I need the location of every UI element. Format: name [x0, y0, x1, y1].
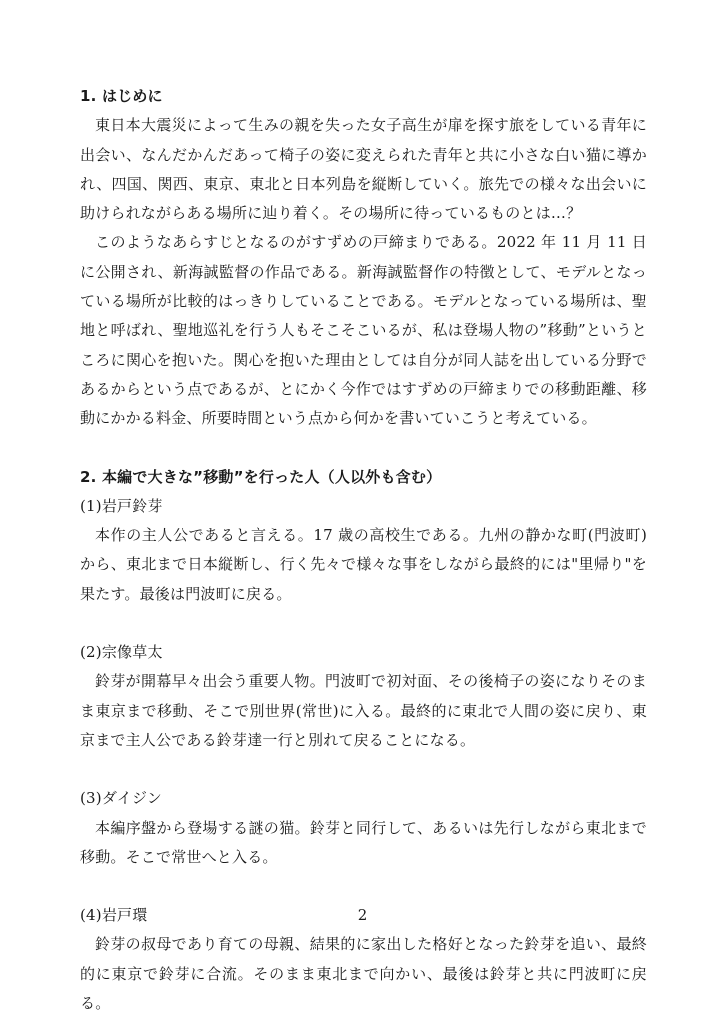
character-description: 鈴芽が開幕早々出会う重要人物。門波町で初対面、その後椅子の姿になりそのまま東京まで移動、そこで別世界(常世)に入る。最終的に東北で人間の姿に戻り、東京まで主人公である鈴芽達一行と別れて戻ることになる。: [80, 672, 647, 749]
character-entry: [80, 638, 647, 755]
section-heading-intro: 1. はじめに: [80, 87, 163, 105]
character-description: 本作の主人公であると言える。17 歳の高校生である。九州の静かな町(門波町)から、東北まで日本縦断し、行く先々で様々な事をしながら最終的には"里帰り"を果たす。最後は門波町に戻る。: [80, 526, 647, 603]
intro-paragraph-1: 東日本大震災によって生みの親を失った女子高生が扉を探す旅をしている青年に出会い、なんだかんだあって椅子の姿に変えられた青年と共に小さな白い猫に導かれ、四国、関西、東京、東北と日本列島を縦断していく。旅先での様々な出会いに助けられながらある場所に辿り着く。その場所に待っているものとは…？: [80, 116, 647, 223]
character-label: (1)岩戸鈴芽: [80, 496, 163, 515]
intro-paragraph-2: このようなあらすじとなるのがすずめの戸締まりである。2022 年 11 月 11 日に公開され、新海誠監督の作品である。新海誠監督作の特徴として、モデルとなっている場所が比較的はっきりしていることである。モデルとなっている場所は、聖地と呼ばれ、聖地巡礼を行う人もそこそこいるが、私は登場人物の”移動”というところに関心を抱いた。関心を抱いた理由としては自分が同人誌を出している分野であるからという点であるが、とにかく今作ではすずめの戸締まりでの移動距離、移動にかかる料金、所要時間という点から何かを書いていこうと考えている。: [80, 233, 647, 428]
character-entry: [80, 492, 647, 609]
document-page: [80, 82, 647, 1018]
section-spacer: [80, 434, 647, 463]
character-entry: [80, 784, 647, 872]
character-description: 本編序盤から登場する謎の猫。鈴芽と同行して、あるいは先行しながら東北まで移動。そこで常世へと入る。: [80, 818, 647, 866]
character-label: (3)ダイジン: [80, 789, 162, 808]
section-heading-movers: 2. 本編で大きな”移動”を行った人（人以外も含む）: [80, 467, 442, 486]
character-label: (4)岩戸環: [80, 906, 148, 925]
entry-spacer: [80, 609, 647, 638]
entry-spacer: [80, 755, 647, 784]
character-label: (2)宗像草太: [80, 643, 163, 662]
entry-spacer: [80, 872, 647, 901]
page-number: 2: [357, 906, 368, 924]
character-description: 鈴芽の叔母であり育ての母親、結果的に家出した格好となった鈴芽を追い、最終的に東京で鈴芽に合流。そのまま東北まで向かい、最後は鈴芽と共に門波町に戻る。: [80, 935, 647, 1013]
